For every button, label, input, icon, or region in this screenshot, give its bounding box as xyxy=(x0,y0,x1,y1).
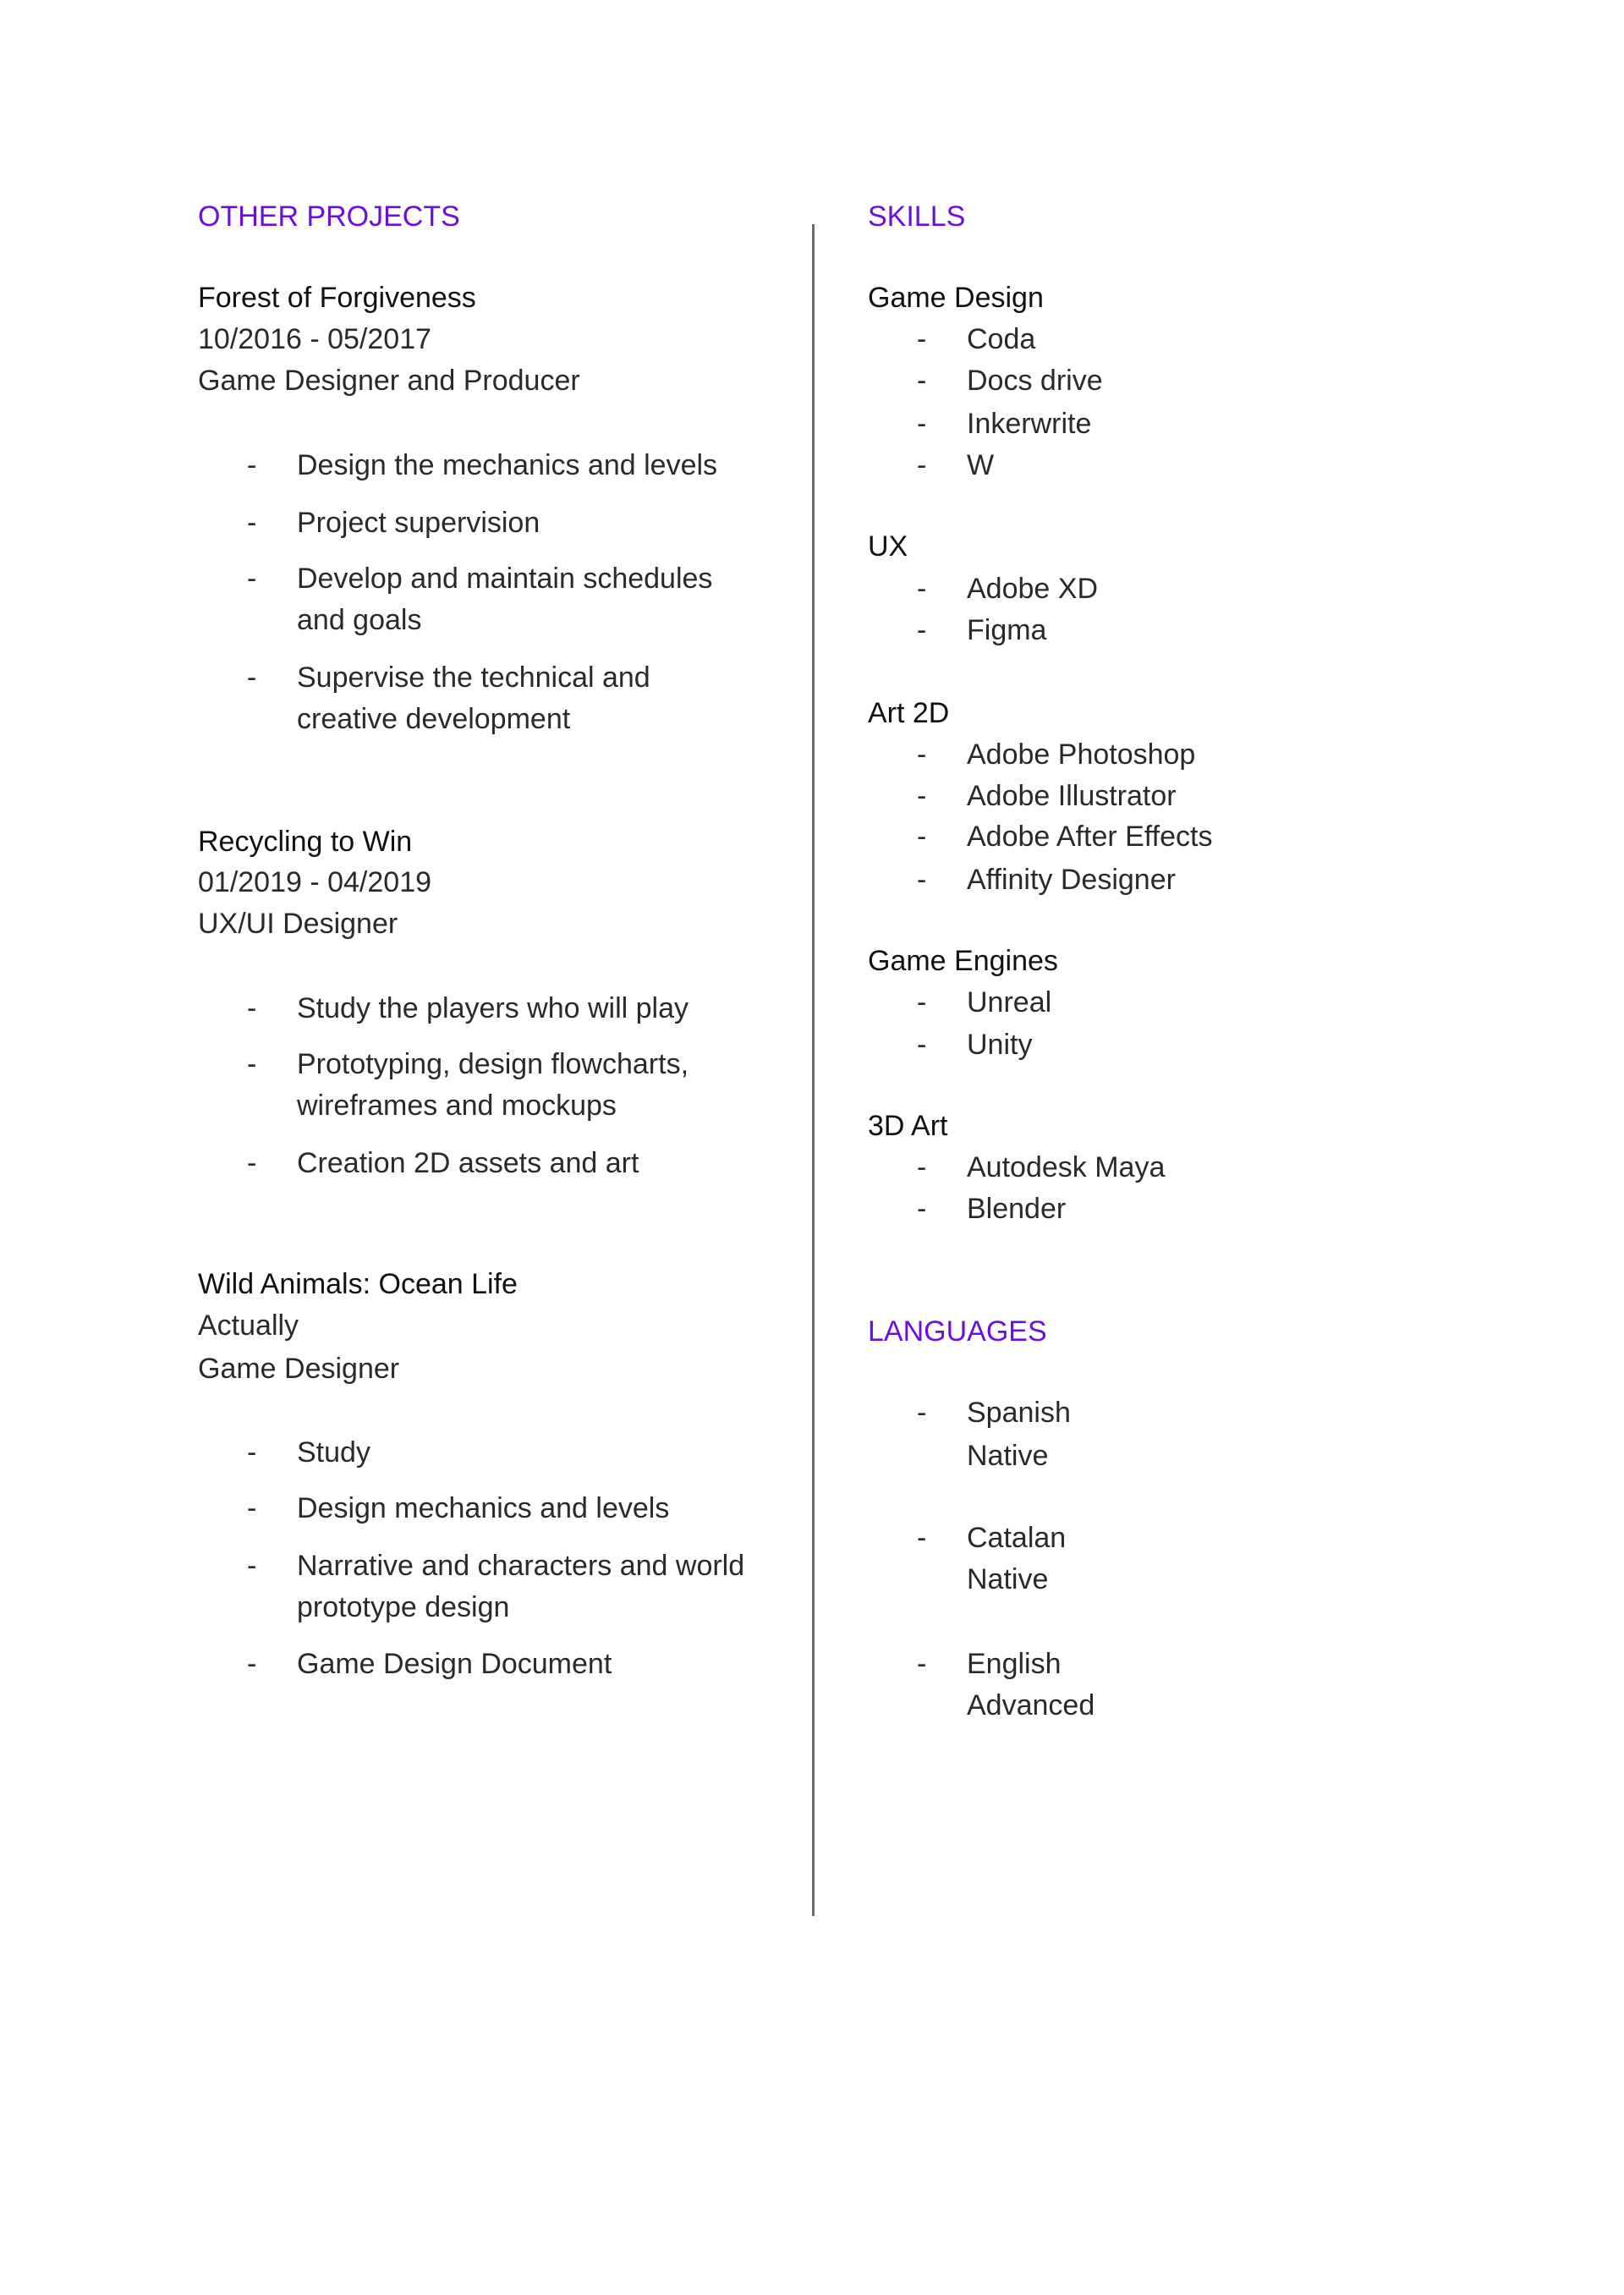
skill-item: Adobe Photoshop xyxy=(967,738,1196,771)
project-dates: Actually xyxy=(198,1309,299,1342)
skill-item: Unity xyxy=(967,1029,1033,1061)
skill-item: Adobe After Effects xyxy=(967,821,1213,853)
project-bullet: Study xyxy=(297,1436,370,1469)
bullet-dash: - xyxy=(247,1648,257,1680)
bullet-dash: - xyxy=(917,323,927,355)
project-bullet: Design the mechanics and levels xyxy=(297,449,718,481)
bullet-dash: - xyxy=(917,408,927,440)
bullet-dash: - xyxy=(917,1029,927,1061)
project-title: Recycling to Win xyxy=(198,826,413,858)
project-bullet-continued: creative development xyxy=(297,703,571,735)
language-name: Spanish xyxy=(967,1397,1071,1429)
skill-item: Blender xyxy=(967,1193,1067,1225)
skill-group-title: UX xyxy=(868,530,908,563)
skill-item: Unreal xyxy=(967,986,1052,1018)
skill-item: Docs drive xyxy=(967,365,1103,397)
project-bullet: Study the players who will play xyxy=(297,992,689,1024)
project-bullet: Narrative and characters and world xyxy=(297,1550,745,1582)
bullet-dash: - xyxy=(917,780,927,812)
skill-item: Coda xyxy=(967,323,1036,355)
language-name: English xyxy=(967,1648,1062,1680)
skill-item: Figma xyxy=(967,614,1047,646)
project-dates: 01/2019 - 04/2019 xyxy=(198,866,432,898)
bullet-dash: - xyxy=(917,986,927,1018)
bullet-dash: - xyxy=(917,1397,927,1429)
bullet-dash: - xyxy=(247,1550,257,1582)
bullet-dash: - xyxy=(917,573,927,605)
project-bullet: Project supervision xyxy=(297,507,540,539)
skill-item: Adobe XD xyxy=(967,573,1098,605)
bullet-dash: - xyxy=(917,1193,927,1225)
bullet-dash: - xyxy=(917,1648,927,1680)
bullet-dash: - xyxy=(917,449,927,481)
project-dates: 10/2016 - 05/2017 xyxy=(198,323,432,355)
project-bullet: Prototyping, design flowcharts, xyxy=(297,1048,689,1080)
project-bullet: Supervise the technical and xyxy=(297,662,650,694)
bullet-dash: - xyxy=(917,614,927,646)
bullet-dash: - xyxy=(247,449,257,481)
skill-item: Affinity Designer xyxy=(967,864,1176,896)
languages-heading: LANGUAGES xyxy=(868,1315,1047,1348)
bullet-dash: - xyxy=(917,1522,927,1554)
other-projects-heading: OTHER PROJECTS xyxy=(198,200,460,233)
project-role: UX/UI Designer xyxy=(198,908,398,940)
bullet-dash: - xyxy=(247,1048,257,1080)
bullet-dash: - xyxy=(247,1436,257,1469)
project-title: Wild Animals: Ocean Life xyxy=(198,1268,518,1300)
language-name: Catalan xyxy=(967,1522,1067,1554)
bullet-dash: - xyxy=(917,365,927,397)
skill-item: Autodesk Maya xyxy=(967,1151,1166,1183)
project-bullet: Creation 2D assets and art xyxy=(297,1147,639,1179)
skill-group-title: Art 2D xyxy=(868,697,950,729)
skill-group-title: Game Engines xyxy=(868,945,1058,977)
project-bullet: Develop and maintain schedules xyxy=(297,563,713,595)
language-level: Advanced xyxy=(967,1689,1095,1721)
bullet-dash: - xyxy=(917,864,927,896)
skills-heading: SKILLS xyxy=(868,200,966,233)
column-divider xyxy=(812,224,815,1916)
language-level: Native xyxy=(967,1563,1049,1595)
bullet-dash: - xyxy=(917,1151,927,1183)
bullet-dash: - xyxy=(247,1492,257,1524)
bullet-dash: - xyxy=(917,821,927,853)
project-bullet: Design mechanics and levels xyxy=(297,1492,670,1524)
project-bullet: Game Design Document xyxy=(297,1648,612,1680)
project-role: Game Designer xyxy=(198,1353,400,1385)
skill-item: Inkerwrite xyxy=(967,408,1092,440)
project-bullet-continued: prototype design xyxy=(297,1591,510,1623)
skill-item: Adobe Illustrator xyxy=(967,780,1177,812)
skill-group-title: 3D Art xyxy=(868,1110,948,1142)
bullet-dash: - xyxy=(247,992,257,1024)
language-level: Native xyxy=(967,1440,1049,1472)
bullet-dash: - xyxy=(247,1147,257,1179)
skill-group-title: Game Design xyxy=(868,282,1044,314)
bullet-dash: - xyxy=(917,738,927,771)
bullet-dash: - xyxy=(247,563,257,595)
project-bullet-continued: and goals xyxy=(297,604,422,636)
skill-item: W xyxy=(967,449,995,481)
project-bullet-continued: wireframes and mockups xyxy=(297,1090,617,1122)
bullet-dash: - xyxy=(247,662,257,694)
project-title: Forest of Forgiveness xyxy=(198,282,476,314)
bullet-dash: - xyxy=(247,507,257,539)
project-role: Game Designer and Producer xyxy=(198,365,580,397)
